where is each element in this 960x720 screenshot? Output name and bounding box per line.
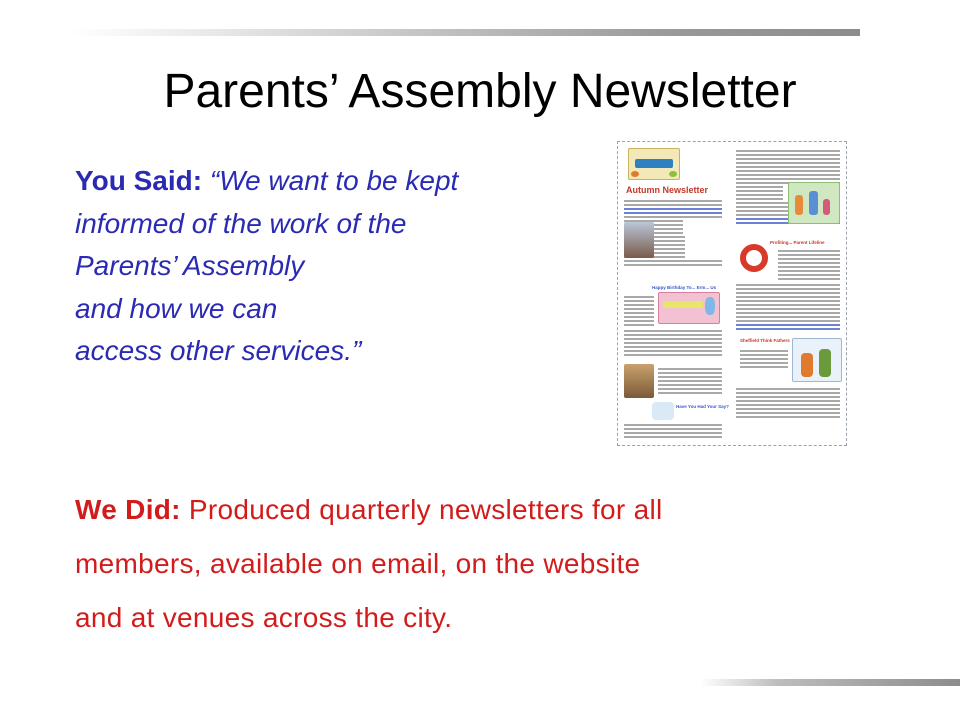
newsletter-birthday-heading: Happy Birthday To... Erm... Us <box>652 285 717 290</box>
newsletter-birthday-text <box>624 294 654 328</box>
you-said-text-1: “We want to be kept <box>209 165 459 196</box>
you-said-text-5: access other services.” <box>75 335 362 366</box>
newsletter-cartoon-family <box>788 182 840 224</box>
you-said-label: You Said: <box>75 165 203 196</box>
you-said-text-2: informed of the work of the <box>75 207 407 239</box>
you-said-text-3: Parents’ Assembly <box>75 250 305 281</box>
newsletter-thumbnail <box>617 141 847 446</box>
newsletter-left-column-2 <box>624 328 722 358</box>
we-did-line-1 <box>75 483 895 537</box>
we-did-label: We Did: <box>75 494 181 525</box>
newsletter-lifebuoy-icon <box>740 244 768 272</box>
newsletter-say-heading: Have You Had Your Say? <box>676 404 729 409</box>
newsletter-right-column-2 <box>736 282 840 332</box>
slide-title: Parents’ Assembly Newsletter <box>163 65 797 118</box>
newsletter-left-column-3 <box>658 366 722 396</box>
newsletter-megaphone-image <box>652 402 674 420</box>
we-did-text-1: Produced quarterly newsletters for all <box>188 494 663 525</box>
you-said-block <box>75 160 615 373</box>
newsletter-photo-people <box>624 222 654 258</box>
newsletter-cartoon-fathers <box>792 338 842 382</box>
newsletter-left-column-4 <box>624 422 722 440</box>
you-said-line-1 <box>75 160 615 203</box>
newsletter-lifeline-heading: Profiting... Parent Lifeline <box>770 240 825 245</box>
newsletter-lifeline-text <box>778 248 840 282</box>
newsletter-fathers-heading: Sheffield Think Fathers <box>740 338 790 343</box>
newsletter-heading: Autumn Newsletter <box>626 185 709 195</box>
bottom-decorative-rule <box>700 679 960 686</box>
we-did-block <box>75 483 895 645</box>
newsletter-birthday-image <box>658 292 720 324</box>
we-did-text-2: members, available on email, on the website <box>75 548 641 579</box>
top-decorative-rule <box>70 29 860 36</box>
parents-assembly-logo <box>628 148 680 180</box>
newsletter-right-column-3 <box>736 386 840 420</box>
newsletter-fathers-text <box>740 348 788 370</box>
you-said-text-4: and how we can <box>75 292 278 324</box>
we-did-text-3: and at venues across the city. <box>75 602 453 633</box>
newsletter-photo-building <box>624 364 654 398</box>
